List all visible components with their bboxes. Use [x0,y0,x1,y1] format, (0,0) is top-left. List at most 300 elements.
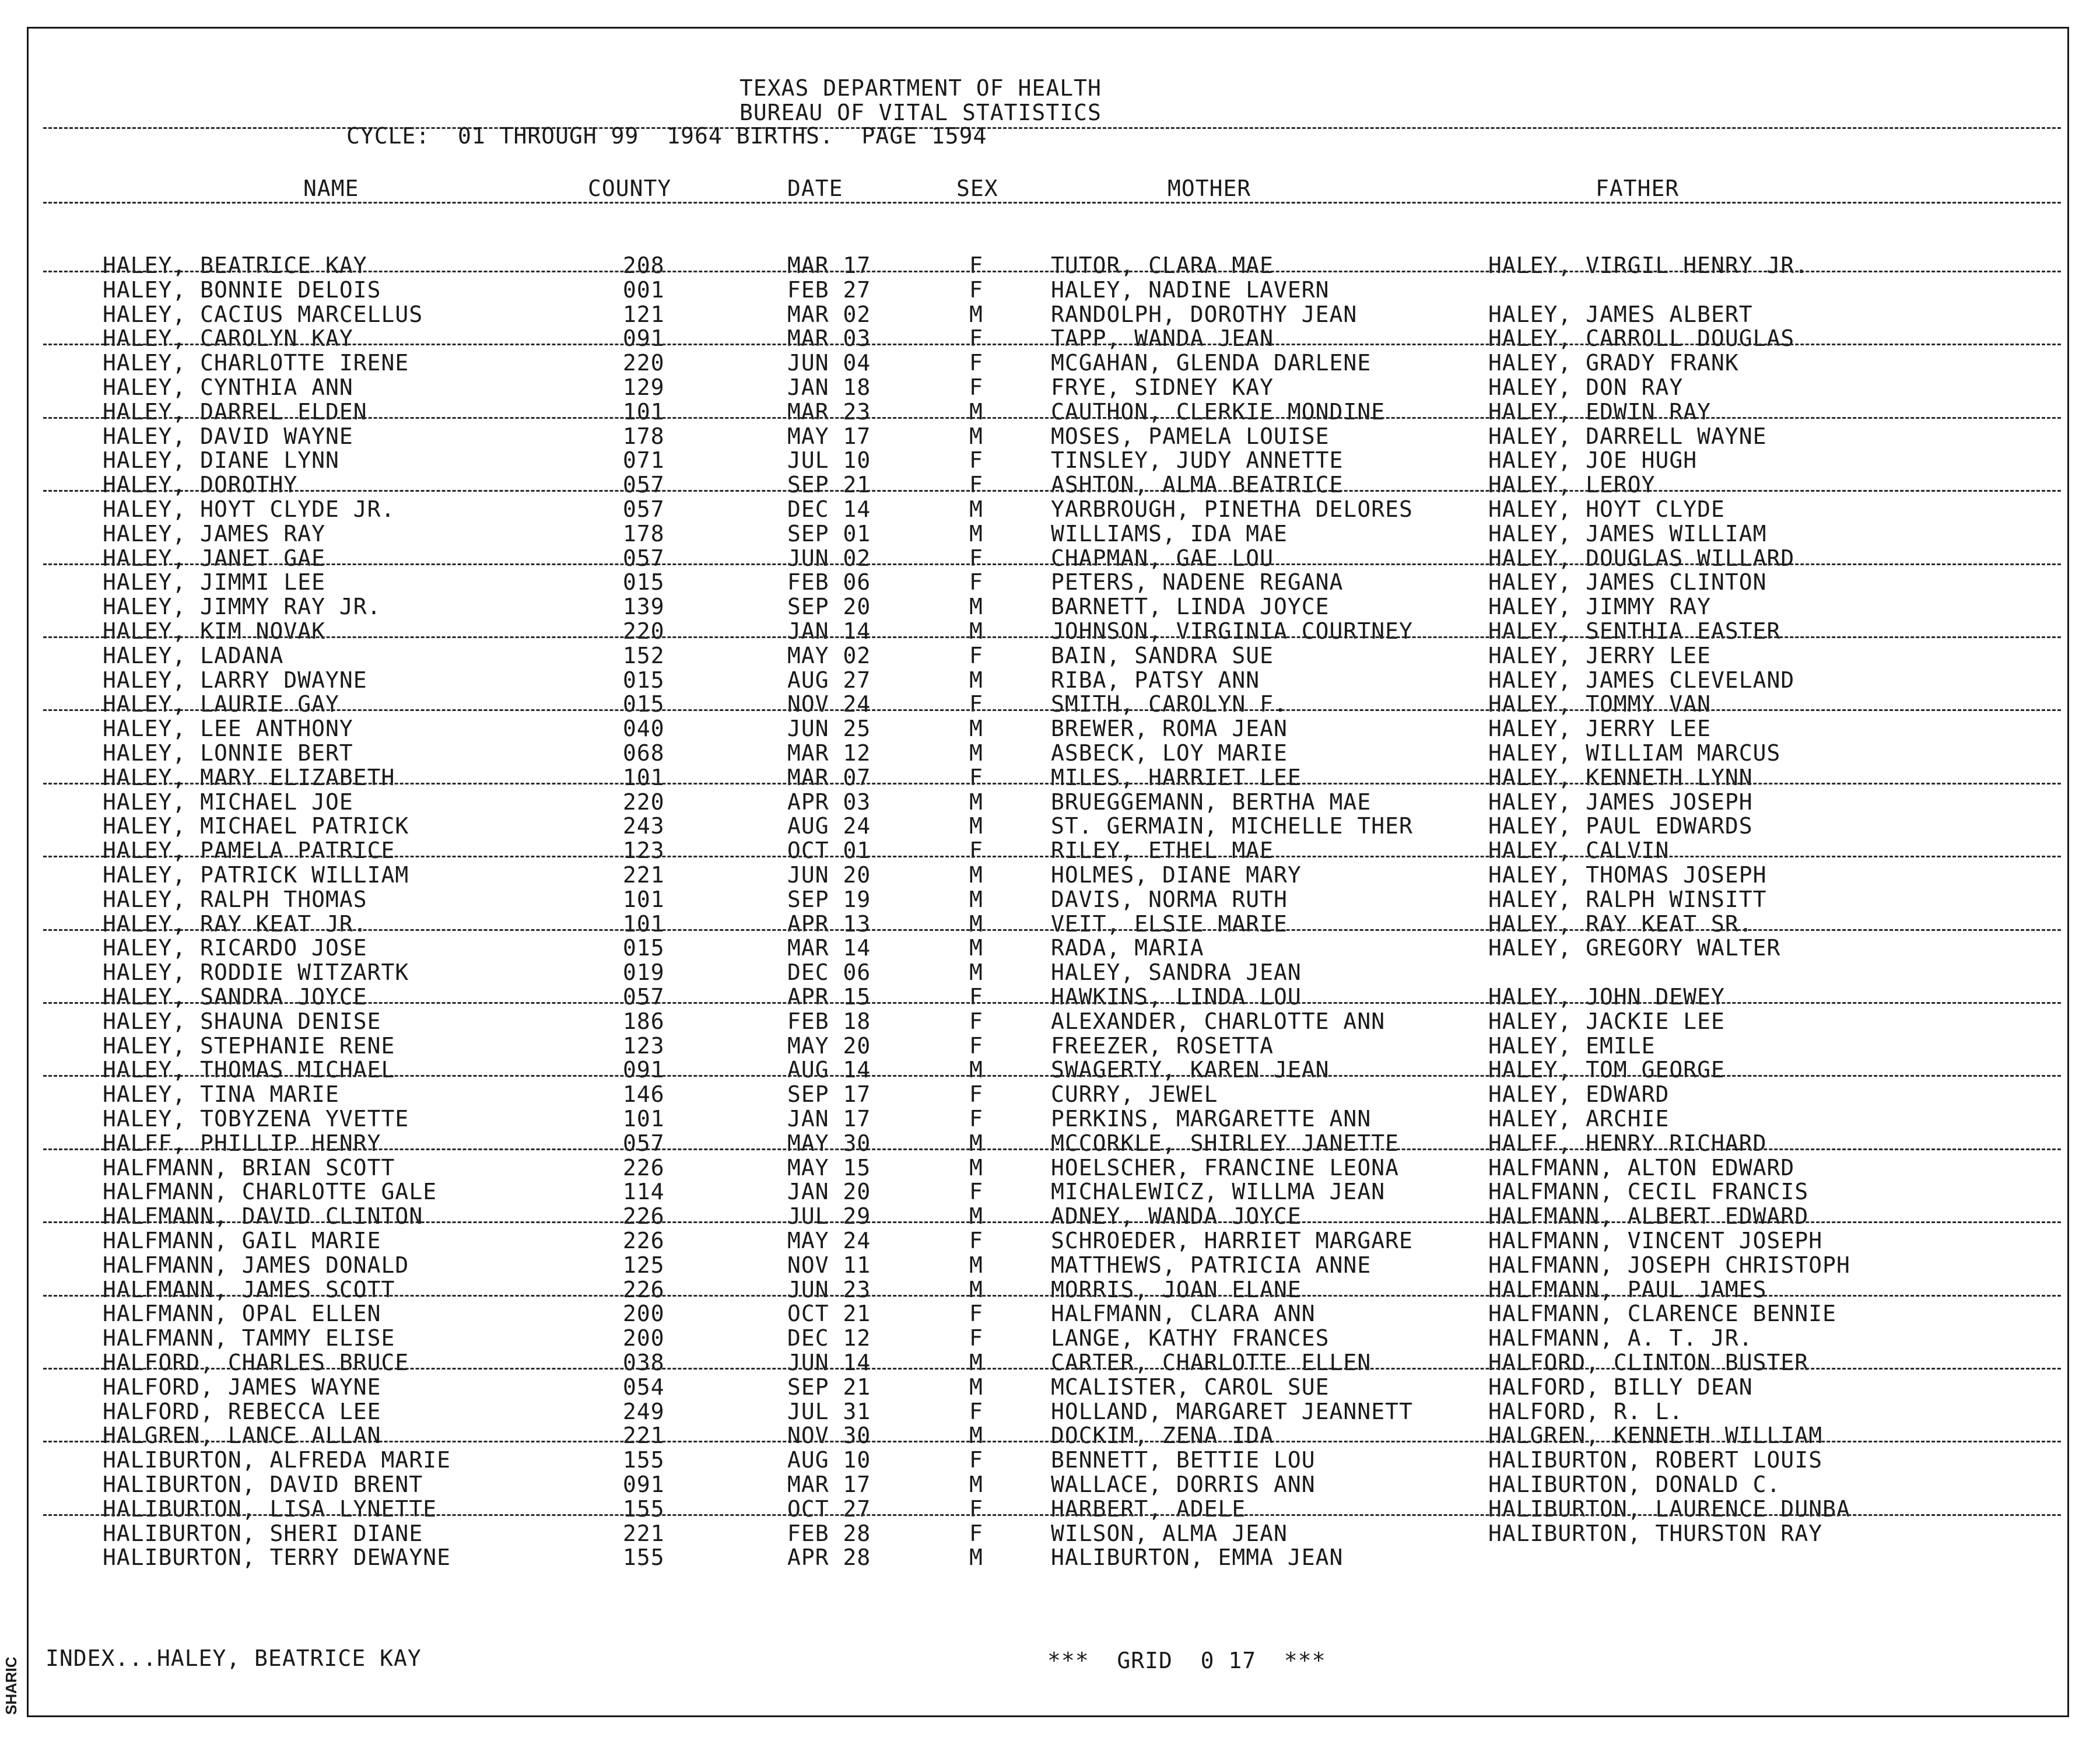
row-rule [43,344,2061,345]
cell-mother: HAWKINS, LINDA LOU [1051,984,1302,1010]
cell-mother: BENNETT, BETTIE LOU [1051,1447,1316,1473]
cell-mother: HOLMES, DIANE MARY [1051,862,1302,888]
cell-father: HALEY, TOMMY VAN [1488,691,1712,717]
cell-county: 057 [623,1130,665,1156]
cell-date: AUG 10 [787,1447,871,1473]
table-row [0,253,2100,278]
header-rule-1 [43,127,2061,129]
cell-date: JUN 04 [787,350,871,376]
cell-mother: HALEY, NADINE LAVERN [1051,277,1330,303]
cell-county: 139 [623,594,665,619]
cell-father: HALIBURTON, LAURENCE DUNBA [1488,1496,1850,1522]
cell-father: HALFMANN, JOSEPH CHRISTOPH [1488,1252,1850,1278]
cell-name: HALFMANN, JAMES DONALD [103,1252,409,1278]
cell-county: 091 [623,1472,665,1497]
cell-name: HALEY, DIANE LYNN [103,447,339,473]
cell-sex: F [969,1496,983,1522]
table-row [0,1399,2100,1424]
cell-date: DEC 12 [787,1325,871,1351]
cell-county: 071 [623,447,665,473]
table-row [0,326,2100,351]
cell-date: APR 28 [787,1545,871,1570]
cell-sex: M [969,1277,983,1302]
cell-father: HALEY, GREGORY WALTER [1488,935,1781,961]
cell-name: HALEY, MARY ELIZABETH [103,765,395,790]
row-rule [43,1221,2061,1223]
cell-sex: M [969,813,983,839]
table-row [0,1277,2100,1302]
cell-date: SEP 17 [787,1081,871,1107]
cell-mother: PETERS, NADENE REGANA [1051,569,1344,595]
row-rule [43,1295,2061,1297]
cell-father: HALEY, DARRELL WAYNE [1488,423,1767,449]
row-rule [43,1441,2061,1442]
cell-date: AUG 14 [787,1057,871,1083]
cell-county: 057 [623,472,665,498]
row-rule [43,636,2061,638]
cell-sex: F [969,643,983,668]
cell-mother: WILLIAMS, IDA MAE [1051,521,1288,547]
row-rule [43,709,2061,711]
cell-father: HALIBURTON, THURSTON RAY [1488,1521,1823,1546]
cell-date: SEP 21 [787,1374,871,1400]
cell-name: HALEY, DAVID WAYNE [103,423,353,449]
cell-date: MAR 17 [787,1472,871,1497]
cell-mother: SCHROEDER, HARRIET MARGARE [1051,1228,1413,1253]
cell-county: 221 [623,1521,665,1546]
cell-sex: F [969,1008,983,1034]
cell-sex: F [969,1301,983,1326]
table-row [0,619,2100,643]
table-row [0,302,2100,327]
cell-date: FEB 06 [787,569,871,595]
table-row [0,1301,2100,1326]
cell-father: HALFMANN, PAUL JAMES [1488,1277,1767,1302]
cell-mother: HALIBURTON, EMMA JEAN [1051,1545,1344,1570]
cell-father: HALEY, EMILE [1488,1033,1656,1059]
cycle-line: CYCLE: 01 THROUGH 99 1964 BIRTHS. PAGE 1594 [346,123,987,149]
cell-name: HALFMANN, TAMMY ELISE [103,1325,395,1351]
cell-name: HALEY, RALPH THOMAS [103,887,367,912]
table-row [0,692,2100,716]
table-row [0,448,2100,472]
cell-father: HALEY, JOE HUGH [1488,447,1698,473]
cell-county: 226 [623,1228,665,1253]
cell-father: HALEY, VIRGIL HENRY JR. [1488,253,1809,278]
cell-mother: BARNETT, LINDA JOYCE [1051,594,1330,619]
cell-county: 200 [623,1325,665,1351]
cell-name: HALFORD, JAMES WAYNE [103,1374,381,1400]
cell-sex: M [969,740,983,766]
column-header-county: COUNTY [588,176,672,201]
cell-father: HALFMANN, CECIL FRANCIS [1488,1179,1809,1204]
cell-county: 101 [623,399,665,425]
cell-sex: M [969,959,983,985]
cell-mother: CARTER, CHARLOTTE ELLEN [1051,1350,1372,1375]
cell-mother: YARBROUGH, PINETHA DELORES [1051,496,1413,522]
cell-mother: HOELSCHER, FRANCINE LEONA [1051,1155,1399,1181]
cell-sex: F [969,325,983,351]
table-row [0,472,2100,497]
row-rule [43,856,2061,857]
cell-mother: HALFMANN, CLARA ANN [1051,1301,1316,1326]
cell-sex: M [969,1545,983,1570]
cell-mother: CURRY, JEWEL [1051,1081,1218,1107]
cell-mother: CAUTHON, CLERKIE MONDINE [1051,399,1386,425]
cell-sex: M [969,521,983,547]
cell-father: HALEY, JAMES WILLIAM [1488,521,1767,547]
table-row [0,1497,2100,1521]
row-rule [43,783,2061,785]
cell-county: 121 [623,302,665,327]
cell-sex: M [969,1350,983,1375]
row-rule [43,490,2061,492]
cell-sex: M [969,1374,983,1400]
cell-name: HALEY, TINA MARIE [103,1081,339,1107]
cell-mother: ALEXANDER, CHARLOTTE ANN [1051,1008,1386,1034]
cell-name: HALEY, PAMELA PATRICE [103,838,395,863]
cell-county: 146 [623,1081,665,1107]
cell-mother: MCCORKLE, SHIRLEY JANETTE [1051,1130,1399,1156]
footer-grid: *** GRID 0 17 *** [1047,1648,1326,1673]
table-row [0,278,2100,302]
table-row [0,375,2100,400]
cell-county: 068 [623,740,665,766]
cell-father: HALEY, HOYT CLYDE [1488,496,1725,522]
cell-father: HALEY, RALPH WINSITT [1488,887,1767,912]
cell-county: 155 [623,1447,665,1473]
cell-date: DEC 06 [787,959,871,985]
cell-mother: MCALISTER, CAROL SUE [1051,1374,1330,1400]
cell-sex: F [969,765,983,790]
cell-county: 221 [623,1423,665,1448]
cell-name: HALFORD, REBECCA LEE [103,1399,381,1424]
cell-county: 019 [623,959,665,985]
cell-sex: F [969,691,983,717]
cell-county: 123 [623,838,665,863]
cell-father: HALFMANN, ALTON EDWARD [1488,1155,1795,1181]
cell-mother: HOLLAND, MARGARET JEANNETT [1051,1399,1413,1424]
cell-father: HALEY, SENTHIA EASTER [1488,618,1781,644]
cell-county: 220 [623,789,665,815]
cell-mother: JOHNSON, VIRGINIA COURTNEY [1051,618,1413,644]
cell-county: 155 [623,1496,665,1522]
cell-county: 101 [623,887,665,912]
cell-name: HALGREN, LANCE ALLAN [103,1423,381,1448]
table-row [0,1423,2100,1448]
table-row [0,960,2100,985]
cell-county: 091 [623,325,665,351]
table-row [0,863,2100,887]
cell-sex: M [969,1130,983,1156]
column-header-mother: MOTHER [1168,176,1251,201]
cell-date: SEP 20 [787,594,871,619]
cell-sex: M [969,1252,983,1278]
cell-date: OCT 21 [787,1301,871,1326]
table-row [0,1082,2100,1106]
cell-father: HALEY, PAUL EDWARDS [1488,813,1753,839]
cell-date: MAR 17 [787,253,871,278]
cell-name: HALFF, PHILLIP HENRY [103,1130,381,1156]
cell-county: 221 [623,862,665,888]
cell-mother: RADA, MARIA [1051,935,1204,961]
cell-sex: F [969,1081,983,1107]
cell-county: 101 [623,911,665,937]
cell-date: FEB 18 [787,1008,871,1034]
cell-mother: MICHALEWICZ, WILLMA JEAN [1051,1179,1386,1204]
cell-father: HALEY, LEROY [1488,472,1656,498]
cell-date: JUN 23 [787,1277,871,1302]
cell-county: 057 [623,545,665,571]
cell-mother: TAPP, WANDA JEAN [1051,325,1274,351]
table-row [0,1545,2100,1570]
cell-mother: TUTOR, CLARA MAE [1051,253,1274,278]
cell-county: 226 [623,1277,665,1302]
cell-sex: F [969,1179,983,1204]
cell-mother: PERKINS, MARGARETTE ANN [1051,1106,1372,1132]
cell-name: HALEY, LADANA [103,643,284,668]
cell-sex: F [969,472,983,498]
cell-sex: F [969,1447,983,1473]
cell-mother: RIBA, PATSY ANN [1051,667,1260,693]
cell-name: HALFORD, CHARLES BRUCE [103,1350,409,1375]
row-rule [43,1075,2061,1077]
cell-name: HALEY, SHAUNA DENISE [103,1008,381,1034]
cell-father: HALFORD, BILLY DEAN [1488,1374,1753,1400]
cell-name: HALEY, BEATRICE KAY [103,253,367,278]
cell-mother: DOCKIM, ZENA IDA [1051,1423,1274,1448]
cell-father: HALGREN, KENNETH WILLIAM [1488,1423,1823,1448]
table-row [0,521,2100,546]
cell-county: 015 [623,691,665,717]
cell-county: 178 [623,423,665,449]
cell-date: MAR 23 [787,399,871,425]
cell-date: FEB 27 [787,277,871,303]
cell-mother: BRUEGGEMANN, BERTHA MAE [1051,789,1372,815]
cell-father: HALEY, JAMES CLINTON [1488,569,1767,595]
table-row [0,1106,2100,1131]
cell-county: 015 [623,569,665,595]
row-rule [43,271,2061,272]
cell-mother: HALEY, SANDRA JEAN [1051,959,1302,985]
cell-mother: MORRIS, JOAN ELANE [1051,1277,1302,1302]
cell-sex: M [969,594,983,619]
row-rule [43,1002,2061,1004]
cell-county: 101 [623,765,665,790]
table-row [0,790,2100,814]
cell-father: HALEY, RAY KEAT SR. [1488,911,1753,937]
table-row [0,765,2100,790]
cell-county: 123 [623,1033,665,1059]
table-row [0,741,2100,765]
table-row [0,570,2100,594]
cell-county: 038 [623,1350,665,1375]
column-header-sex: SEX [956,176,998,201]
cell-date: APR 03 [787,789,871,815]
cell-name: HALIBURTON, LISA LYNETTE [103,1496,437,1522]
cell-sex: F [969,350,983,376]
cell-sex: M [969,1203,983,1229]
cell-county: 155 [623,1545,665,1570]
table-row [0,1179,2100,1204]
cell-sex: F [969,1521,983,1546]
footer-index: INDEX...HALEY, BEATRICE KAY [45,1645,422,1671]
cell-father: HALEY, WILLIAM MARCUS [1488,740,1781,766]
cell-name: HALEY, LAURIE GAY [103,691,339,717]
row-rule [43,1514,2061,1516]
cell-county: 200 [623,1301,665,1326]
cell-sex: F [969,277,983,303]
cell-mother: WILSON, ALMA JEAN [1051,1521,1288,1546]
cell-county: 001 [623,277,665,303]
table-row [0,400,2100,424]
cell-date: JUN 25 [787,716,871,741]
cell-sex: M [969,935,983,961]
cell-name: HALEY, DOROTHY [103,472,298,498]
cell-mother: ASHTON, ALMA BEATRICE [1051,472,1344,498]
column-header-father: FATHER [1596,176,1680,201]
cell-county: 015 [623,935,665,961]
cell-date: NOV 24 [787,691,871,717]
cell-sex: F [969,984,983,1010]
cell-name: HALEY, KIM NOVAK [103,618,326,644]
cell-sex: M [969,496,983,522]
cell-name: HALEY, CACIUS MARCELLUS [103,302,423,327]
cell-name: HALEY, SANDRA JOYCE [103,984,367,1010]
cell-father: HALIBURTON, DONALD C. [1488,1472,1781,1497]
cell-sex: F [969,1325,983,1351]
cell-mother: ST. GERMAIN, MICHELLE THER [1051,813,1413,839]
cell-name: HALIBURTON, SHERI DIANE [103,1521,423,1546]
cell-mother: SMITH, CAROLYN F. [1051,691,1288,717]
cell-sex: F [969,1033,983,1059]
cell-father: HALEY, JOHN DEWEY [1488,984,1725,1010]
table-row [0,936,2100,960]
table-row [0,1448,2100,1472]
cell-date: JAN 14 [787,618,871,644]
row-rule [43,1368,2061,1370]
cell-mother: VEIT, ELSIE MARIE [1051,911,1288,937]
table-row [0,351,2100,375]
cell-name: HALEY, CYNTHIA ANN [103,374,353,400]
cell-name: HALFMANN, BRIAN SCOTT [103,1155,395,1181]
cell-county: 057 [623,984,665,1010]
cell-mother: BAIN, SANDRA SUE [1051,643,1274,668]
cell-date: OCT 27 [787,1496,871,1522]
table-row [0,594,2100,619]
table-row [0,1204,2100,1228]
cell-sex: M [969,423,983,449]
cell-father: HALFMANN, CLARENCE BENNIE [1488,1301,1836,1326]
cell-date: MAY 24 [787,1228,871,1253]
cell-date: MAY 02 [787,643,871,668]
table-row [0,1472,2100,1497]
cell-date: SEP 19 [787,887,871,912]
cell-date: JAN 20 [787,1179,871,1204]
cell-date: MAY 20 [787,1033,871,1059]
row-rule [43,417,2061,419]
cell-father: HALEY, JAMES ALBERT [1488,302,1753,327]
cell-county: 101 [623,1106,665,1132]
cell-date: MAY 15 [787,1155,871,1181]
header-rule-2 [43,202,2061,204]
cell-sex: M [969,302,983,327]
cell-father: HALEY, THOMAS JOSEPH [1488,862,1767,888]
cell-name: HALEY, THOMAS MICHAEL [103,1057,395,1083]
cell-name: HALEY, CAROLYN KAY [103,325,353,351]
side-label: SHARIC [2,1657,20,1715]
cell-father: HALIBURTON, ROBERT LOUIS [1488,1447,1823,1473]
cell-name: HALIBURTON, DAVID BRENT [103,1472,423,1497]
cell-sex: M [969,1155,983,1181]
cell-sex: F [969,569,983,595]
cell-county: 129 [623,374,665,400]
cell-date: JAN 18 [787,374,871,400]
cell-name: HALEY, RODDIE WITZARTK [103,959,409,985]
cell-mother: DAVIS, NORMA RUTH [1051,887,1288,912]
cell-county: 243 [623,813,665,839]
cell-date: DEC 14 [787,496,871,522]
table-row [0,1228,2100,1253]
cell-mother: ADNEY, WANDA JOYCE [1051,1203,1302,1229]
cell-mother: ASBECK, LOY MARIE [1051,740,1288,766]
row-rule [43,563,2061,565]
cell-date: SEP 21 [787,472,871,498]
table-row [0,985,2100,1009]
cell-county: 114 [623,1179,665,1204]
cell-sex: M [969,1057,983,1083]
cell-county: 220 [623,350,665,376]
table-row [0,1521,2100,1546]
cell-date: JUN 14 [787,1350,871,1375]
cell-date: MAY 17 [787,423,871,449]
cell-date: MAR 07 [787,765,871,790]
cell-father: HALEY, DON RAY [1488,374,1684,400]
row-rule [43,929,2061,931]
cell-name: HALEY, PATRICK WILLIAM [103,862,409,888]
cell-father: HALEY, JAMES CLEVELAND [1488,667,1795,693]
cell-sex: M [969,618,983,644]
cell-father: HALEY, JAMES JOSEPH [1488,789,1753,815]
cell-father: HALEY, JERRY LEE [1488,716,1712,741]
cell-county: 152 [623,643,665,668]
cell-name: HALEY, HOYT CLYDE JR. [103,496,395,522]
cell-county: 054 [623,1374,665,1400]
cell-county: 226 [623,1203,665,1229]
column-header-name: NAME [303,176,359,201]
cell-mother: WALLACE, DORRIS ANN [1051,1472,1316,1497]
cell-father: HALEY, EDWIN RAY [1488,399,1712,425]
cell-name: HALFMANN, GAIL MARIE [103,1228,381,1253]
cell-mother: MILES, HARRIET LEE [1051,765,1302,790]
cell-county: 249 [623,1399,665,1424]
cell-date: APR 13 [787,911,871,937]
cell-name: HALEY, STEPHANIE RENE [103,1033,395,1059]
cell-date: NOV 30 [787,1423,871,1448]
cell-mother: BREWER, ROMA JEAN [1051,716,1288,741]
cell-name: HALEY, MICHAEL JOE [103,789,353,815]
cell-name: HALEY, BONNIE DELOIS [103,277,381,303]
row-rule [43,1148,2061,1150]
cell-mother: HARBERT, ADELE [1051,1496,1246,1522]
cell-mother: RANDOLPH, DOROTHY JEAN [1051,302,1358,327]
cell-father: HALEY, CARROLL DOUGLAS [1488,325,1795,351]
cell-father: HALFORD, CLINTON BUSTER [1488,1350,1809,1375]
cell-name: HALEY, RAY KEAT JR. [103,911,367,937]
cell-name: HALEY, TOBYZENA YVETTE [103,1106,409,1132]
cell-name: HALEY, RICARDO JOSE [103,935,367,961]
cell-date: MAR 02 [787,302,871,327]
